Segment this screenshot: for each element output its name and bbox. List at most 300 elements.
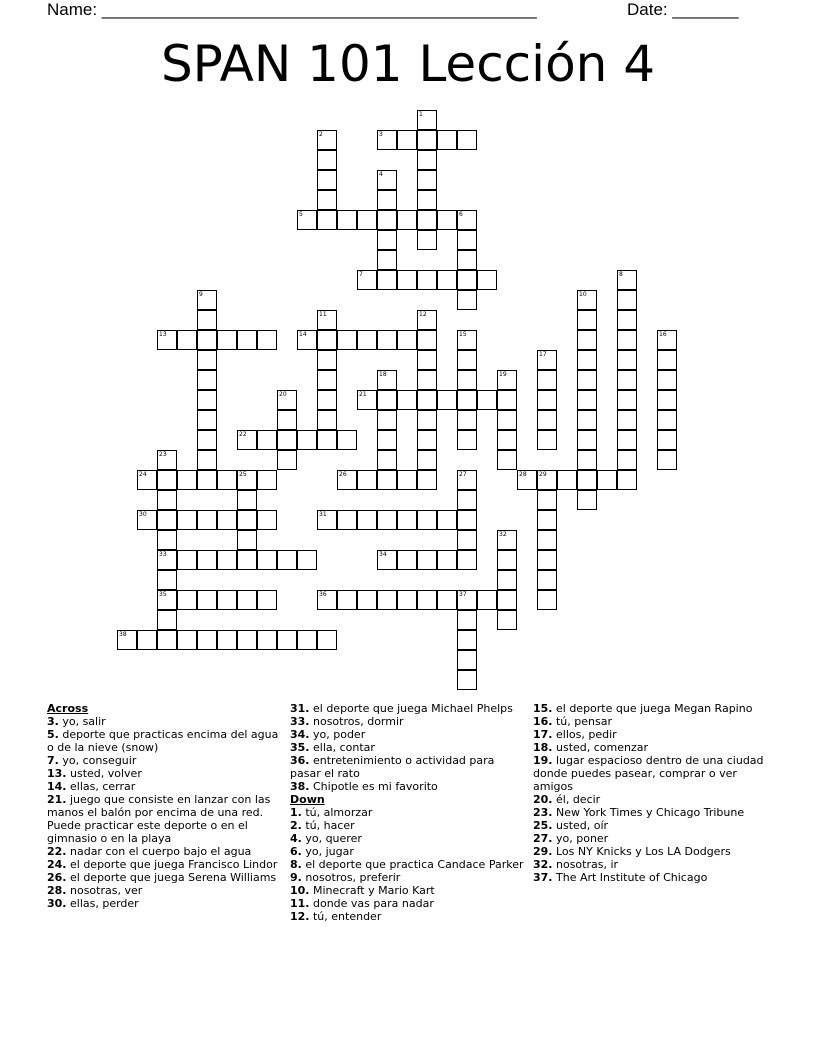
grid-cell[interactable] — [397, 550, 417, 570]
grid-cell[interactable] — [457, 230, 477, 250]
clue-number: 21 — [359, 391, 367, 398]
date-line[interactable]: Date: _______ — [627, 0, 739, 19]
grid-cell[interactable] — [437, 210, 457, 230]
clue-number: 31 — [319, 511, 327, 518]
grid-cell[interactable] — [257, 630, 277, 650]
grid-cell[interactable] — [237, 630, 257, 650]
clue-column-3 — [533, 702, 768, 884]
grid-cell[interactable] — [537, 490, 557, 510]
grid-cell[interactable] — [657, 430, 677, 450]
grid-cell[interactable] — [177, 510, 197, 530]
grid-cell[interactable] — [337, 510, 357, 530]
grid-cell[interactable] — [537, 390, 557, 410]
grid-cell[interactable] — [417, 150, 437, 170]
clue-item: 33. nosotros, dormir — [290, 715, 404, 728]
clue-number: 4 — [379, 171, 383, 178]
grid-cell[interactable] — [417, 390, 437, 410]
grid-cell[interactable] — [377, 170, 397, 190]
grid-cell[interactable] — [617, 470, 637, 490]
grid-cell[interactable] — [457, 630, 477, 650]
grid-cell[interactable] — [457, 130, 477, 150]
clue-item: 17. ellos, pedir — [533, 728, 617, 741]
clue-item: 23. New York Times y Chicago Tribune — [533, 806, 745, 819]
grid-cell[interactable] — [577, 450, 597, 470]
grid-cell[interactable] — [317, 410, 337, 430]
grid-cell[interactable] — [197, 330, 217, 350]
grid-cell[interactable] — [157, 630, 177, 650]
grid-cell[interactable] — [277, 430, 297, 450]
grid-cell[interactable] — [417, 550, 437, 570]
grid-cell[interactable] — [197, 510, 217, 530]
grid-cell[interactable] — [457, 670, 477, 690]
grid-cell[interactable] — [397, 330, 417, 350]
grid-cell[interactable] — [457, 650, 477, 670]
grid-cell[interactable] — [257, 550, 277, 570]
grid-cell[interactable] — [437, 510, 457, 530]
grid-cell[interactable] — [197, 430, 217, 450]
grid-cell[interactable] — [297, 330, 317, 350]
grid-cell[interactable] — [617, 390, 637, 410]
clue-item: 25. usted, oír — [533, 819, 609, 832]
grid-cell[interactable] — [577, 370, 597, 390]
grid-cell[interactable] — [457, 590, 477, 610]
clue-number: 9 — [199, 291, 203, 298]
grid-cell[interactable] — [577, 410, 597, 430]
grid-cell[interactable] — [417, 370, 437, 390]
grid-cell[interactable] — [137, 510, 157, 530]
clue-item: 4. yo, querer — [290, 832, 362, 845]
clue-item-number: 9. — [290, 871, 302, 884]
grid-cell[interactable] — [157, 550, 177, 570]
grid-cell[interactable] — [457, 250, 477, 270]
grid-cell[interactable] — [337, 470, 357, 490]
grid-cell[interactable] — [237, 550, 257, 570]
across-heading: Across — [47, 702, 89, 715]
grid-cell[interactable] — [617, 430, 637, 450]
clue-item: 13. usted, volver — [47, 767, 142, 780]
grid-cell[interactable] — [457, 510, 477, 530]
clue-number: 5 — [299, 211, 303, 218]
clue-item-number: 38. — [290, 780, 310, 793]
grid-cell[interactable] — [657, 330, 677, 350]
grid-cell[interactable] — [217, 470, 237, 490]
grid-cell[interactable] — [477, 270, 497, 290]
grid-cell[interactable] — [317, 310, 337, 330]
grid-cell[interactable] — [257, 510, 277, 530]
clue-item-number: 8. — [290, 858, 302, 871]
grid-cell[interactable] — [137, 630, 157, 650]
grid-cell[interactable] — [537, 550, 557, 570]
grid-cell[interactable] — [317, 130, 337, 150]
grid-cell[interactable] — [157, 590, 177, 610]
grid-cell[interactable] — [477, 390, 497, 410]
clue-number: 14 — [299, 331, 307, 338]
grid-cell[interactable] — [377, 590, 397, 610]
grid-cell[interactable] — [417, 590, 437, 610]
grid-cell[interactable] — [117, 630, 137, 650]
clue-item-number: 34. — [290, 728, 310, 741]
grid-cell[interactable] — [537, 470, 557, 490]
grid-cell[interactable] — [397, 390, 417, 410]
grid-cell[interactable] — [357, 390, 377, 410]
grid-cell[interactable] — [317, 370, 337, 390]
grid-cell[interactable] — [577, 290, 597, 310]
grid-cell[interactable] — [237, 510, 257, 530]
grid-cell[interactable] — [237, 490, 257, 510]
grid-cell[interactable] — [417, 110, 437, 130]
grid-cell[interactable] — [497, 550, 517, 570]
grid-cell[interactable] — [217, 510, 237, 530]
grid-cell[interactable] — [337, 430, 357, 450]
grid-cell[interactable] — [377, 130, 397, 150]
grid-cell[interactable] — [417, 430, 437, 450]
grid-cell[interactable] — [317, 210, 337, 230]
grid-cell[interactable] — [457, 370, 477, 390]
clue-item: 11. donde vas para nadar — [290, 897, 434, 910]
grid-cell[interactable] — [537, 350, 557, 370]
clue-item: 26. el deporte que juega Serena Williams — [47, 871, 277, 884]
grid-cell[interactable] — [617, 270, 637, 290]
clue-item: 27. yo, poner — [533, 832, 609, 845]
grid-cell[interactable] — [497, 390, 517, 410]
name-line[interactable]: Name: ______________________________________________ — [47, 0, 537, 19]
grid-cell[interactable] — [377, 250, 397, 270]
grid-cell[interactable] — [317, 350, 337, 370]
grid-cell[interactable] — [457, 290, 477, 310]
grid-cell[interactable] — [297, 210, 317, 230]
grid-cell[interactable] — [497, 610, 517, 630]
clue-item-number: 22. — [47, 845, 67, 858]
grid-cell[interactable] — [357, 470, 377, 490]
grid-cell[interactable] — [457, 330, 477, 350]
grid-cell[interactable] — [457, 610, 477, 630]
grid-cell[interactable] — [157, 570, 177, 590]
grid-cell[interactable] — [337, 330, 357, 350]
clue-item-number: 17. — [533, 728, 553, 741]
clue-column-2 — [290, 702, 525, 923]
grid-cell[interactable] — [417, 450, 437, 470]
grid-cell[interactable] — [197, 350, 217, 370]
grid-cell[interactable] — [197, 450, 217, 470]
grid-cell[interactable] — [497, 450, 517, 470]
grid-cell[interactable] — [417, 310, 437, 330]
clue-item-number: 12. — [290, 910, 310, 923]
grid-cell[interactable] — [617, 290, 637, 310]
grid-cell[interactable] — [537, 590, 557, 610]
grid-cell[interactable] — [437, 130, 457, 150]
grid-cell[interactable] — [357, 590, 377, 610]
clue-item: 19. lugar espacioso dentro de una ciudad donde puedes pasear, comprar o ver amigos — [533, 754, 764, 793]
grid-cell[interactable] — [277, 390, 297, 410]
grid-cell[interactable] — [217, 550, 237, 570]
grid-cell[interactable] — [537, 410, 557, 430]
clue-column-1 — [47, 702, 282, 910]
grid-cell[interactable] — [357, 330, 377, 350]
grid-cell[interactable] — [437, 270, 457, 290]
grid-cell[interactable] — [257, 430, 277, 450]
grid-cell[interactable] — [157, 470, 177, 490]
grid-cell[interactable] — [417, 510, 437, 530]
grid-cell[interactable] — [557, 470, 577, 490]
grid-cell[interactable] — [177, 330, 197, 350]
grid-cell[interactable] — [217, 630, 237, 650]
clue-number: 2 — [319, 131, 323, 138]
grid-cell[interactable] — [577, 390, 597, 410]
grid-cell[interactable] — [657, 390, 677, 410]
grid-cell[interactable] — [397, 270, 417, 290]
grid-cell[interactable] — [657, 450, 677, 470]
grid-cell[interactable] — [417, 130, 437, 150]
grid-cell[interactable] — [237, 430, 257, 450]
grid-cell[interactable] — [177, 470, 197, 490]
grid-cell[interactable] — [617, 410, 637, 430]
grid-cell[interactable] — [417, 410, 437, 430]
grid-cell[interactable] — [177, 550, 197, 570]
clue-item: 16. tú, pensar — [533, 715, 612, 728]
clue-item: 38. Chipotle es mi favorito — [290, 780, 438, 793]
grid-cell[interactable] — [437, 550, 457, 570]
clue-number: 38 — [119, 631, 127, 638]
clue-item-number: 20. — [533, 793, 553, 806]
grid-cell[interactable] — [257, 330, 277, 350]
down-heading: Down — [290, 793, 325, 806]
grid-cell[interactable] — [617, 350, 637, 370]
grid-cell[interactable] — [457, 530, 477, 550]
clue-number: 28 — [519, 471, 527, 478]
clue-item-number: 10. — [290, 884, 310, 897]
grid-cell[interactable] — [217, 590, 237, 610]
grid-cell[interactable] — [497, 410, 517, 430]
clue-item-number: 35. — [290, 741, 310, 754]
grid-cell[interactable] — [317, 390, 337, 410]
grid-cell[interactable] — [197, 470, 217, 490]
grid-cell[interactable] — [457, 430, 477, 450]
grid-cell[interactable] — [577, 430, 597, 450]
clue-item: 37. The Art Institute of Chicago — [533, 871, 708, 884]
grid-cell[interactable] — [397, 470, 417, 490]
grid-cell[interactable] — [197, 310, 217, 330]
grid-cell[interactable] — [417, 210, 437, 230]
grid-cell[interactable] — [417, 190, 437, 210]
grid-cell[interactable] — [377, 370, 397, 390]
grid-cell[interactable] — [377, 510, 397, 530]
clue-item: 24. el deporte que juega Francisco Lindor — [47, 858, 278, 871]
clue-number: 27 — [459, 471, 467, 478]
clue-number: 25 — [239, 471, 247, 478]
grid-cell[interactable] — [177, 630, 197, 650]
grid-cell[interactable] — [397, 590, 417, 610]
grid-cell[interactable] — [417, 270, 437, 290]
grid-cell[interactable] — [457, 470, 477, 490]
grid-cell[interactable] — [657, 410, 677, 430]
grid-cell[interactable] — [537, 530, 557, 550]
grid-cell[interactable] — [537, 510, 557, 530]
grid-cell[interactable] — [357, 270, 377, 290]
grid-cell[interactable] — [357, 510, 377, 530]
clue-number: 33 — [159, 551, 167, 558]
clue-number: 13 — [159, 331, 167, 338]
grid-cell[interactable] — [417, 330, 437, 350]
grid-cell[interactable] — [377, 550, 397, 570]
grid-cell[interactable] — [317, 190, 337, 210]
grid-cell[interactable] — [317, 150, 337, 170]
grid-cell[interactable] — [377, 210, 397, 230]
clue-item: 21. juego que consiste en lanzar con las manos el balón por encima de una red. Puede practicar este deporte o en el gimnasio o en la playa — [47, 793, 271, 845]
clue-item-number: 2. — [290, 819, 302, 832]
grid-cell[interactable] — [317, 330, 337, 350]
clue-number: 26 — [339, 471, 347, 478]
clue-item: 9. nosotros, preferir — [290, 871, 401, 884]
grid-cell[interactable] — [437, 390, 457, 410]
grid-cell[interactable] — [457, 270, 477, 290]
grid-cell[interactable] — [197, 410, 217, 430]
clue-number: 18 — [379, 371, 387, 378]
grid-cell[interactable] — [457, 350, 477, 370]
clue-item-number: 33. — [290, 715, 310, 728]
grid-cell[interactable] — [497, 370, 517, 390]
grid-cell[interactable] — [197, 550, 217, 570]
grid-cell[interactable] — [497, 570, 517, 590]
grid-cell[interactable] — [517, 470, 537, 490]
grid-cell[interactable] — [657, 370, 677, 390]
grid-cell[interactable] — [397, 210, 417, 230]
grid-cell[interactable] — [157, 330, 177, 350]
grid-cell[interactable] — [457, 410, 477, 430]
grid-cell[interactable] — [377, 450, 397, 470]
grid-cell[interactable] — [317, 630, 337, 650]
grid-cell[interactable] — [257, 590, 277, 610]
clue-item: 15. el deporte que juega Megan Rapino — [533, 702, 753, 715]
grid-cell[interactable] — [217, 330, 237, 350]
grid-cell[interactable] — [317, 430, 337, 450]
grid-cell[interactable] — [277, 550, 297, 570]
grid-cell[interactable] — [377, 430, 397, 450]
grid-cell[interactable] — [497, 530, 517, 550]
clue-item-number: 36. — [290, 754, 310, 767]
grid-cell[interactable] — [417, 470, 437, 490]
grid-cell[interactable] — [277, 450, 297, 470]
grid-cell[interactable] — [457, 550, 477, 570]
clue-number: 30 — [139, 511, 147, 518]
grid-cell[interactable] — [237, 590, 257, 610]
clue-item-number: 32. — [533, 858, 553, 871]
grid-cell[interactable] — [377, 270, 397, 290]
grid-cell[interactable] — [497, 430, 517, 450]
grid-cell[interactable] — [617, 370, 637, 390]
grid-cell[interactable] — [357, 210, 377, 230]
grid-cell[interactable] — [377, 390, 397, 410]
grid-cell[interactable] — [157, 610, 177, 630]
grid-cell[interactable] — [417, 230, 437, 250]
clue-number: 22 — [239, 431, 247, 438]
grid-cell[interactable] — [617, 330, 637, 350]
grid-cell[interactable] — [297, 550, 317, 570]
grid-cell[interactable] — [617, 310, 637, 330]
grid-cell[interactable] — [157, 450, 177, 470]
grid-cell[interactable] — [317, 590, 337, 610]
grid-cell[interactable] — [317, 510, 337, 530]
grid-cell[interactable] — [377, 330, 397, 350]
grid-cell[interactable] — [197, 390, 217, 410]
grid-cell[interactable] — [577, 330, 597, 350]
grid-cell[interactable] — [457, 490, 477, 510]
clue-item: 28. nosotras, ver — [47, 884, 143, 897]
grid-cell[interactable] — [537, 430, 557, 450]
grid-cell[interactable] — [237, 530, 257, 550]
grid-cell[interactable] — [617, 450, 637, 470]
grid-cell[interactable] — [157, 530, 177, 550]
grid-cell[interactable] — [377, 410, 397, 430]
grid-cell[interactable] — [537, 570, 557, 590]
grid-cell[interactable] — [377, 190, 397, 210]
grid-cell[interactable] — [197, 370, 217, 390]
grid-cell[interactable] — [437, 590, 457, 610]
grid-cell[interactable] — [457, 390, 477, 410]
clue-item-number: 31. — [290, 702, 310, 715]
clue-item-number: 3. — [47, 715, 59, 728]
grid-cell[interactable] — [157, 490, 177, 510]
grid-cell[interactable] — [497, 590, 517, 610]
clue-item: 7. yo, conseguir — [47, 754, 137, 767]
grid-cell[interactable] — [377, 230, 397, 250]
grid-cell[interactable] — [177, 590, 197, 610]
clue-number: 32 — [499, 531, 507, 538]
grid-cell[interactable] — [137, 470, 157, 490]
grid-cell[interactable] — [597, 470, 617, 490]
grid-cell[interactable] — [397, 510, 417, 530]
grid-cell[interactable] — [397, 130, 417, 150]
grid-cell[interactable] — [257, 470, 277, 490]
grid-cell[interactable] — [317, 170, 337, 190]
grid-cell[interactable] — [277, 410, 297, 430]
clue-item-number: 23. — [533, 806, 553, 819]
grid-cell[interactable] — [237, 470, 257, 490]
grid-cell[interactable] — [337, 210, 357, 230]
grid-cell[interactable] — [577, 310, 597, 330]
clue-item: 22. nadar con el cuerpo bajo el agua — [47, 845, 252, 858]
grid-cell[interactable] — [377, 470, 397, 490]
grid-cell[interactable] — [537, 370, 557, 390]
clue-number: 19 — [499, 371, 507, 378]
grid-cell[interactable] — [157, 510, 177, 530]
grid-cell[interactable] — [577, 490, 597, 510]
clue-number: 16 — [659, 331, 667, 338]
grid-cell[interactable] — [297, 630, 317, 650]
grid-cell[interactable] — [277, 630, 297, 650]
grid-cell[interactable] — [197, 290, 217, 310]
clue-number: 24 — [139, 471, 147, 478]
grid-cell[interactable] — [417, 350, 437, 370]
clue-number: 11 — [319, 311, 327, 318]
clue-item: 20. él, decir — [533, 793, 601, 806]
grid-cell[interactable] — [197, 630, 217, 650]
grid-cell[interactable] — [297, 430, 317, 450]
grid-cell[interactable] — [457, 210, 477, 230]
grid-cell[interactable] — [417, 170, 437, 190]
clue-item: 2. tú, hacer — [290, 819, 355, 832]
grid-cell[interactable] — [577, 350, 597, 370]
grid-cell[interactable] — [197, 590, 217, 610]
grid-cell[interactable] — [237, 330, 257, 350]
grid-cell[interactable] — [657, 350, 677, 370]
clue-item-number: 29. — [533, 845, 553, 858]
clue-item-number: 21. — [47, 793, 67, 806]
grid-cell[interactable] — [477, 590, 497, 610]
clue-number: 6 — [459, 211, 463, 218]
grid-cell[interactable] — [577, 470, 597, 490]
grid-cell[interactable] — [337, 590, 357, 610]
clue-item: 3. yo, salir — [47, 715, 106, 728]
